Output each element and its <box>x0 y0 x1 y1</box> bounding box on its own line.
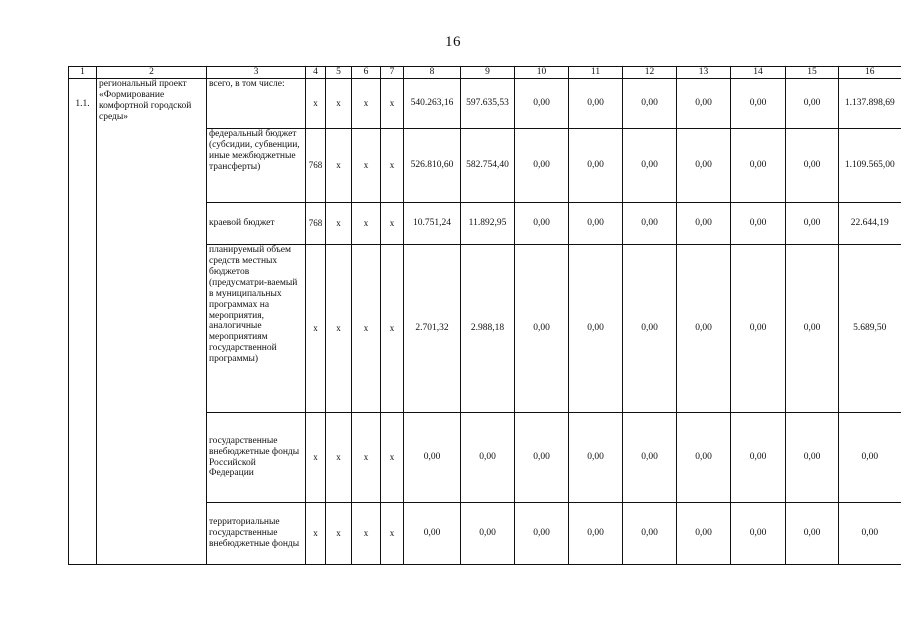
value-cell: 0,00 <box>731 245 786 413</box>
header-cell: 12 <box>623 67 677 79</box>
row-number-cell: 1.1. <box>69 79 97 565</box>
value-cell: 0,00 <box>515 245 569 413</box>
value-cell: 582.754,40 <box>461 129 515 203</box>
value-cell: 0,00 <box>731 503 786 565</box>
value-cell: 0,00 <box>623 129 677 203</box>
value-cell: 0,00 <box>677 79 731 129</box>
value-cell: 0,00 <box>404 413 461 503</box>
value-cell: 1.137.898,69 <box>839 79 901 129</box>
value-cell: х <box>306 503 326 565</box>
value-cell: 0,00 <box>839 413 901 503</box>
value-cell: 0,00 <box>786 245 839 413</box>
funding-source-label: краевой бюджет <box>207 203 306 245</box>
value-cell: 540.263,16 <box>404 79 461 129</box>
header-cell: 15 <box>786 67 839 79</box>
value-cell: х <box>352 129 381 203</box>
value-cell: 1.109.565,00 <box>839 129 901 203</box>
value-cell: 597.635,53 <box>461 79 515 129</box>
value-cell: х <box>326 129 352 203</box>
value-cell: 0,00 <box>569 503 623 565</box>
value-cell: х <box>352 79 381 129</box>
funding-source-label: всего, в том числе: <box>207 79 306 129</box>
value-cell: 0,00 <box>677 413 731 503</box>
value-cell: х <box>306 79 326 129</box>
header-cell: 2 <box>97 67 207 79</box>
value-cell: х <box>352 245 381 413</box>
value-cell: 2.988,18 <box>461 245 515 413</box>
value-cell: 768 <box>306 203 326 245</box>
value-cell: х <box>306 413 326 503</box>
header-cell: 4 <box>306 67 326 79</box>
value-cell: 0,00 <box>623 79 677 129</box>
header-cell: 8 <box>404 67 461 79</box>
header-row <box>69 67 901 79</box>
value-cell: 0,00 <box>515 413 569 503</box>
value-cell: 0,00 <box>677 503 731 565</box>
funding-source-label: территориальные государственные внебюджетные фонды <box>207 503 306 565</box>
value-cell: 0,00 <box>731 413 786 503</box>
funding-source-label: государственные внебюджетные фонды Российской Федерации <box>207 413 306 503</box>
value-cell: 0,00 <box>569 203 623 245</box>
value-cell: 0,00 <box>461 413 515 503</box>
funding-source-label: планируемый объем средств местных бюджетов (предусматри-ваемый в муниципальных программах на мероприятия, аналогичные мероприятиям государственной программы) <box>207 245 306 413</box>
value-cell: 0,00 <box>461 503 515 565</box>
value-cell: 0,00 <box>677 203 731 245</box>
value-cell: 0,00 <box>786 503 839 565</box>
value-cell: х <box>352 503 381 565</box>
value-cell: 0,00 <box>515 129 569 203</box>
value-cell: 0,00 <box>623 245 677 413</box>
header-cell: 11 <box>569 67 623 79</box>
header-cell: 7 <box>381 67 404 79</box>
value-cell: х <box>381 503 404 565</box>
value-cell: 0,00 <box>515 503 569 565</box>
value-cell: х <box>381 413 404 503</box>
project-name-cell: региональный проект «Формирование комфортной городской среды» <box>97 79 207 565</box>
value-cell: 2.701,32 <box>404 245 461 413</box>
header-cell: 9 <box>461 67 515 79</box>
value-cell: 10.751,24 <box>404 203 461 245</box>
value-cell: 0,00 <box>569 129 623 203</box>
header-cell: 16 <box>839 67 901 79</box>
value-cell: х <box>381 245 404 413</box>
value-cell: х <box>381 203 404 245</box>
value-cell: 0,00 <box>786 203 839 245</box>
value-cell: 0,00 <box>569 413 623 503</box>
header-cell: 10 <box>515 67 569 79</box>
budget-table <box>68 66 901 565</box>
value-cell: 0,00 <box>786 413 839 503</box>
header-cell: 13 <box>677 67 731 79</box>
value-cell: х <box>381 79 404 129</box>
value-cell: х <box>326 413 352 503</box>
table-row <box>69 79 901 129</box>
value-cell: 526.810,60 <box>404 129 461 203</box>
header-cell: 5 <box>326 67 352 79</box>
value-cell: х <box>352 413 381 503</box>
value-cell: 0,00 <box>569 245 623 413</box>
value-cell: х <box>326 503 352 565</box>
value-cell: 5.689,50 <box>839 245 901 413</box>
header-cell: 6 <box>352 67 381 79</box>
value-cell: х <box>381 129 404 203</box>
value-cell: х <box>352 203 381 245</box>
value-cell: х <box>326 79 352 129</box>
value-cell: 0,00 <box>677 245 731 413</box>
header-cell: 3 <box>207 67 306 79</box>
value-cell: 0,00 <box>623 503 677 565</box>
value-cell: 0,00 <box>731 129 786 203</box>
value-cell: 0,00 <box>677 129 731 203</box>
value-cell: 0,00 <box>515 79 569 129</box>
value-cell: 0,00 <box>731 79 786 129</box>
funding-source-label: федеральный бюджет (субсидии, субвенции, иные межбюджетные трансферты) <box>207 129 306 203</box>
value-cell: 11.892,95 <box>461 203 515 245</box>
value-cell: 0,00 <box>623 413 677 503</box>
value-cell: 0,00 <box>731 203 786 245</box>
value-cell: 0,00 <box>404 503 461 565</box>
value-cell: х <box>326 203 352 245</box>
value-cell: 0,00 <box>623 203 677 245</box>
value-cell: 0,00 <box>786 79 839 129</box>
value-cell: 0,00 <box>786 129 839 203</box>
value-cell: 0,00 <box>839 503 901 565</box>
value-cell: 0,00 <box>569 79 623 129</box>
value-cell: 22.644,19 <box>839 203 901 245</box>
page-number: 16 <box>445 34 461 50</box>
header-cell: 1 <box>69 67 97 79</box>
value-cell: х <box>326 245 352 413</box>
value-cell: х <box>306 245 326 413</box>
header-cell: 14 <box>731 67 786 79</box>
value-cell: 768 <box>306 129 326 203</box>
value-cell: 0,00 <box>515 203 569 245</box>
